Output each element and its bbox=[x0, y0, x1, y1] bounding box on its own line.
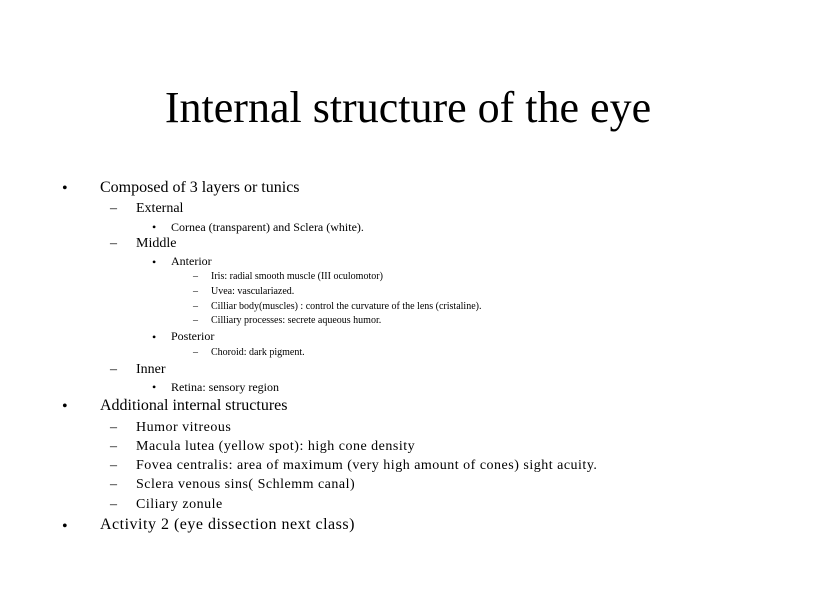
anterior-item: Iris: radial smooth muscle (III oculomotor) bbox=[211, 271, 383, 282]
dash-marker: – bbox=[110, 201, 117, 216]
dash-marker: – bbox=[193, 301, 198, 312]
bullet-marker: • bbox=[152, 255, 157, 269]
sub-posterior: Posterior bbox=[171, 329, 215, 343]
anterior-item: Cilliary processes: secrete aqueous humor. bbox=[211, 315, 382, 326]
additional-item: Sclera venous sins( Schlemm canal) bbox=[136, 477, 356, 492]
anterior-item: Uvea: vasculariazed. bbox=[211, 286, 295, 297]
bullet-marker: • bbox=[62, 180, 68, 197]
dash-marker: – bbox=[193, 315, 198, 326]
sub-middle: Middle bbox=[136, 236, 177, 251]
sub-anterior: Anterior bbox=[171, 254, 212, 268]
additional-item: Ciliary zonule bbox=[136, 497, 223, 512]
dash-marker: – bbox=[110, 458, 118, 473]
dash-marker: – bbox=[193, 286, 198, 297]
bullet-marker: • bbox=[152, 380, 157, 394]
dash-marker: – bbox=[193, 347, 198, 358]
bullet-activity: Activity 2 (eye dissection next class) bbox=[100, 516, 355, 533]
sub-inner: Inner bbox=[136, 362, 166, 377]
anterior-item: Cilliar body(muscles) : control the curvature of the lens (cristaline). bbox=[211, 301, 482, 312]
inner-item: Retina: sensory region bbox=[171, 380, 279, 394]
bullet-additional-structures: Additional internal structures bbox=[100, 397, 288, 414]
dash-marker: – bbox=[110, 439, 118, 454]
bullet-marker: • bbox=[152, 330, 157, 344]
dash-marker: – bbox=[110, 362, 117, 377]
bullet-marker: • bbox=[62, 398, 68, 415]
bullet-composed-layers: Composed of 3 layers or tunics bbox=[100, 179, 300, 196]
dash-marker: – bbox=[193, 271, 198, 282]
external-item: Cornea (transparent) and Sclera (white). bbox=[171, 220, 364, 234]
dash-marker: – bbox=[110, 477, 118, 492]
dash-marker: – bbox=[110, 236, 117, 251]
posterior-item: Choroid: dark pigment. bbox=[211, 347, 305, 358]
additional-item: Macula lutea (yellow spot): high cone density bbox=[136, 439, 416, 454]
bullet-marker: • bbox=[152, 220, 157, 234]
dash-marker: – bbox=[110, 497, 118, 512]
slide-title: Internal structure of the eye bbox=[164, 83, 652, 132]
bullet-marker: • bbox=[62, 518, 68, 535]
dash-marker: – bbox=[110, 420, 118, 435]
sub-external: External bbox=[136, 201, 184, 216]
additional-item: Humor vitreous bbox=[136, 420, 232, 435]
additional-item: Fovea centralis: area of maximum (very high amount of cones) sight acuity. bbox=[136, 458, 598, 473]
